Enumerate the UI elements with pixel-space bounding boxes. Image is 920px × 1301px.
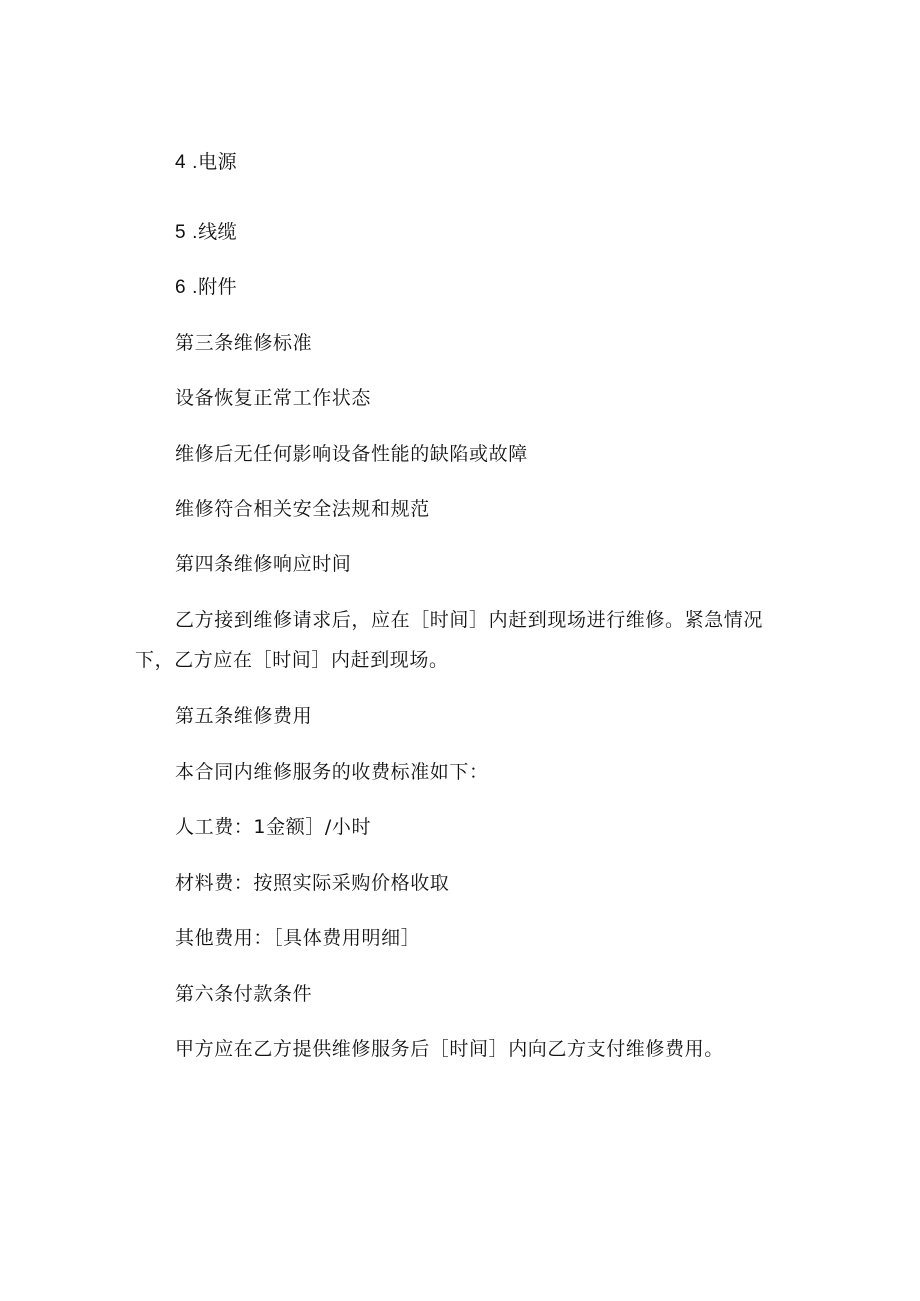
section-heading-3: 第三条维修标准: [175, 332, 313, 354]
list-item-6: [175, 275, 237, 300]
paragraph: 维修符合相关安全法规和规范: [175, 498, 430, 520]
paragraph: 乙方接到维修请求后，应在［时间］内赶到现场进行维修。紧急情况: [175, 609, 764, 631]
paragraph-continued: 下，乙方应在［时间］内赶到现场。: [135, 649, 449, 671]
list-number: 5: [175, 222, 187, 243]
list-number: 4: [175, 152, 187, 173]
section-heading-4: 第四条维修响应时间: [175, 553, 352, 575]
section-heading-6: 第六条付款条件: [175, 983, 313, 1005]
list-text: 线缆: [198, 221, 238, 243]
list-dot: .: [192, 277, 199, 298]
list-number: 6: [175, 277, 187, 298]
paragraph: 设备恢复正常工作状态: [175, 387, 372, 409]
paragraph: 维修后无任何影响设备性能的缺陷或故障: [175, 443, 528, 465]
list-text: 电源: [198, 151, 238, 173]
fee-other: 其他费用：［具体费用明细］: [175, 927, 421, 949]
list-item-4: [175, 150, 237, 175]
paragraph: 本合同内维修服务的收费标准如下：: [175, 761, 489, 783]
list-dot: .: [192, 222, 199, 243]
list-dot: .: [192, 152, 199, 173]
section-heading-5: 第五条维修费用: [175, 705, 313, 727]
list-text: 附件: [198, 276, 238, 298]
fee-labor: 人工费：1金额］/小时: [175, 816, 372, 838]
paragraph: 甲方应在乙方提供维修服务后［时间］内向乙方支付维修费用。: [175, 1038, 724, 1060]
fee-materials: 材料费：按照实际采购价格收取: [175, 872, 450, 894]
list-item-5: [175, 220, 237, 245]
